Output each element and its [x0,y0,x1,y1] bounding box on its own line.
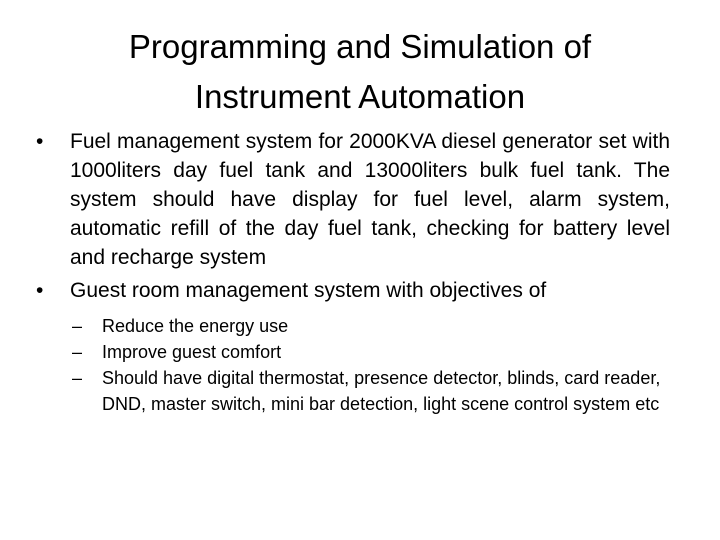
slide-body [36,127,670,417]
sub-bullet-text: Should have digital thermostat, presence detector, blinds, card reader, DND, master switch, mini bar detection, light scene control system etc [102,368,661,414]
dash-marker: – [72,316,83,336]
bullet-marker: • [36,130,44,153]
bullet-text: Fuel management system for 2000KVA diesel generator set with 1000liters day fuel tank and 13000liters bulk fuel tank. The system should have display for fuel level, alarm system, automatic refill of the day fuel tank, checking for battery level and recharge system [70,130,670,269]
sub-bullet-text: Reduce the energy use [102,316,289,336]
sub-bullet-item [36,313,670,339]
bullet-item-guest-room [36,276,670,305]
sub-bullet-item [36,365,670,417]
sub-bullet-text: Improve guest comfort [102,342,282,362]
bullet-item-fuel-management [36,127,670,272]
dash-marker: – [72,342,83,362]
slide-title-line-1: Programming and Simulation of [128,28,592,65]
dash-marker: – [72,368,83,388]
slide-title-line-2: Instrument Automation [194,78,526,115]
guest-room-objectives-list [36,313,670,417]
sub-bullet-item [36,339,670,365]
bullet-text: Guest room management system with objectives of [70,279,547,302]
slide-title [40,22,680,122]
bullet-marker: • [36,279,44,302]
